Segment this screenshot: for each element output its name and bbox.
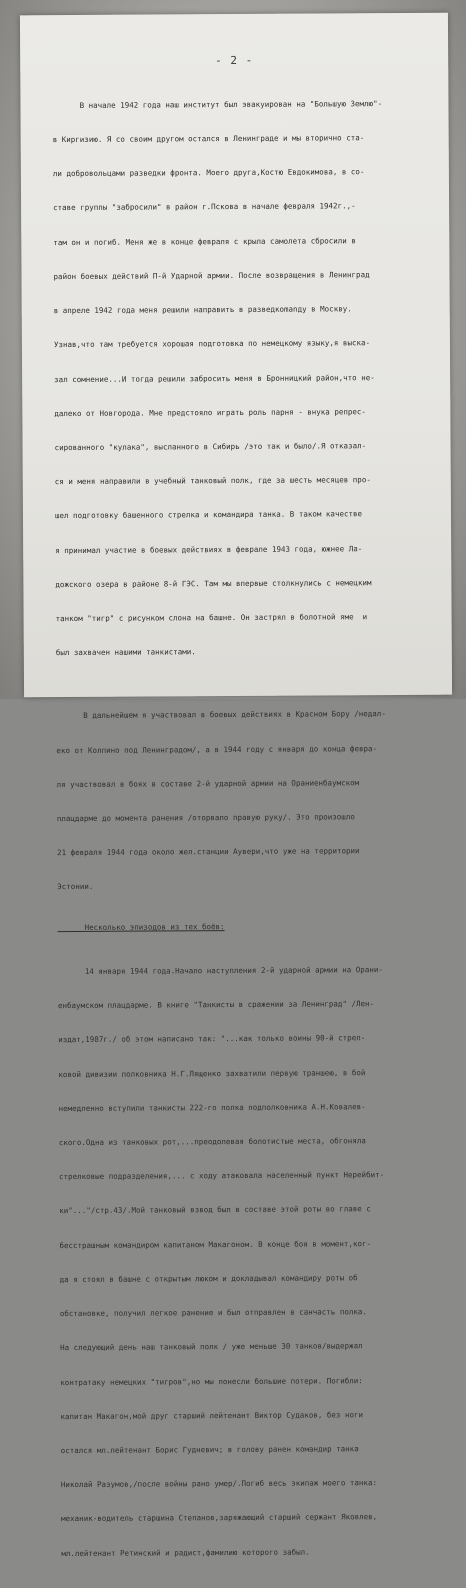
text-line: шел подготовку башенного стрелка и командира танка. В таком качестве	[54, 509, 363, 521]
text-line: Узнав,что там требуется хорошая подготовка по немецкому языку,я выска-	[53, 338, 371, 350]
text-line: ля участвовал в боях в составе 2-й ударной армии на Ораниенбаумском	[56, 778, 360, 789]
text-line: остался мл.лейтенант Борис Гудневич; в голову ранен командир танка	[60, 1444, 359, 1456]
text-line: немедленно вступили танкисты 222-го полка подполковника А.Н.Ковалев-	[58, 1101, 366, 1113]
text-line: ского.Одна из танковых рот,...преодолевая болотистые места, обгоняла	[58, 1136, 366, 1148]
text-line: обстановке, получил легкое ранение и был отправлен в санчасть полка.	[59, 1307, 367, 1319]
text-line: 14 января 1944 года.Начало наступления 2-й ударной армии на Орани-	[57, 964, 383, 976]
text-line: ставе группы "забросили" в район г.Пскова в начале февраля 1942г.,-	[53, 201, 356, 213]
section-heading: Несколько эпизодов из тех боёв:	[57, 921, 225, 932]
text-line: в апреле 1942 года меня решили направить в разведкоmanду в Москву.	[53, 304, 352, 316]
paragraph-episode	[58, 941, 444, 1582]
page-number: - 2 -	[215, 53, 254, 68]
paragraph-battles	[56, 685, 439, 915]
text-line: сированного "кулака", высланного в Сибирь /это так и было/.Я отказал-	[54, 441, 367, 453]
text-line: бесстрашным командиром капитаном Макагоном. В конце боя в момент,ког-	[59, 1238, 372, 1250]
text-line: был захвачен нашими танкистами.	[55, 647, 196, 658]
text-line: зал сомнение...И тогда решили забросить меня в Бронницкий район,что не-	[54, 372, 375, 384]
text-line: далеко от Новгорода. Мне предстояло играть роль парня - внука репрес-	[54, 406, 366, 418]
text-line: плацдарме до момента ранения /оторвало правую руку/. Это произошло	[56, 812, 355, 824]
text-line: На следующий день наш танковый полк / уже меньше 30 танков/выдержал	[60, 1341, 363, 1353]
typewritten-page	[20, 13, 452, 1558]
text-line: издат,1987г./ об этом написано так: "...как только воины 90-й стрел-	[58, 1033, 366, 1045]
text-line: В дальнейшем я участвовал в боевых действиях в Красном Бору /недал-	[56, 709, 386, 721]
text-line: Эстонии.	[57, 882, 94, 892]
text-line: еко от Колпино под Ленинградом/, а в 1944 году с января до конца февра-	[56, 743, 378, 755]
text-line: танком "тигр" с рисунком слона на башне. Он застрял в болотной яме и	[55, 612, 368, 624]
text-line: Николай Разумов,/после войны рано умер/.Погиб весь экипаж моего танка:	[60, 1478, 377, 1490]
text-line: там он и погиб. Меня же в конце февраля с крыла самолета сбросили в	[53, 235, 356, 247]
text-line: стрелковые подразделения,... с ходу атаковала населенный пункт Нерейбит-	[58, 1170, 385, 1182]
text-line: ли добровольцами разведки фронта. Моего друга,Костю Евдокимова, в со-	[52, 167, 365, 179]
paragraph-evacuation	[52, 75, 438, 682]
text-line: 21 февраля 1944 года около жел.станции Аувери,что уже на территории	[57, 846, 360, 858]
text-line: мл.лейтенант Ретинский и радист,фамилию которого забыл.	[61, 1547, 310, 1558]
text-line: в Киргизию. Я со своим другом остался в Ленинграде и мы вторично ста-	[52, 133, 365, 145]
text-line: дожского озера в районе 8-й ГЭС. Там мы впервые столкнулись с немецким	[55, 578, 372, 589]
text-line: ся и меня направили в учебный танковый полк, где за шесть месяцев про-	[54, 475, 371, 487]
text-line: В начале 1942 года наш институт был эвакуирован на "Большую Землю"-	[52, 98, 383, 110]
text-line: я принимал участие в боевых действиях в феврале 1943 года, южнее Ла-	[55, 543, 363, 555]
text-line: район боевых действий П-й Ударной армии. После возвращения в Ленинград	[53, 270, 370, 282]
text-line: енбаумском плацдарме. В книге "Танкисты в сражении за Ленинград" /Лен-	[57, 999, 375, 1011]
text-line: капитан Макагон,мой друг старший лейтенант Виктор Судаков, без ноги	[60, 1409, 364, 1421]
text-line: да я стоял в башне с открытым люком и докладывал командиру роты об	[59, 1273, 358, 1284]
text-line: механик-водитель старшина Степанов,заряжающий старший сержант Яковлев,	[61, 1512, 378, 1524]
text-line: контратаку немецких "тигров",но мы понесли большие потери. Погибли:	[60, 1375, 363, 1387]
text-line: ковой дивизии полковника Н.Г.Лященко захватили первую траншею, в бой	[58, 1067, 366, 1079]
page-body	[52, 75, 443, 1588]
text-line: ки"..."/стр.43/.Мой танковый взвод был в составе этой роты во главе с	[59, 1204, 371, 1216]
